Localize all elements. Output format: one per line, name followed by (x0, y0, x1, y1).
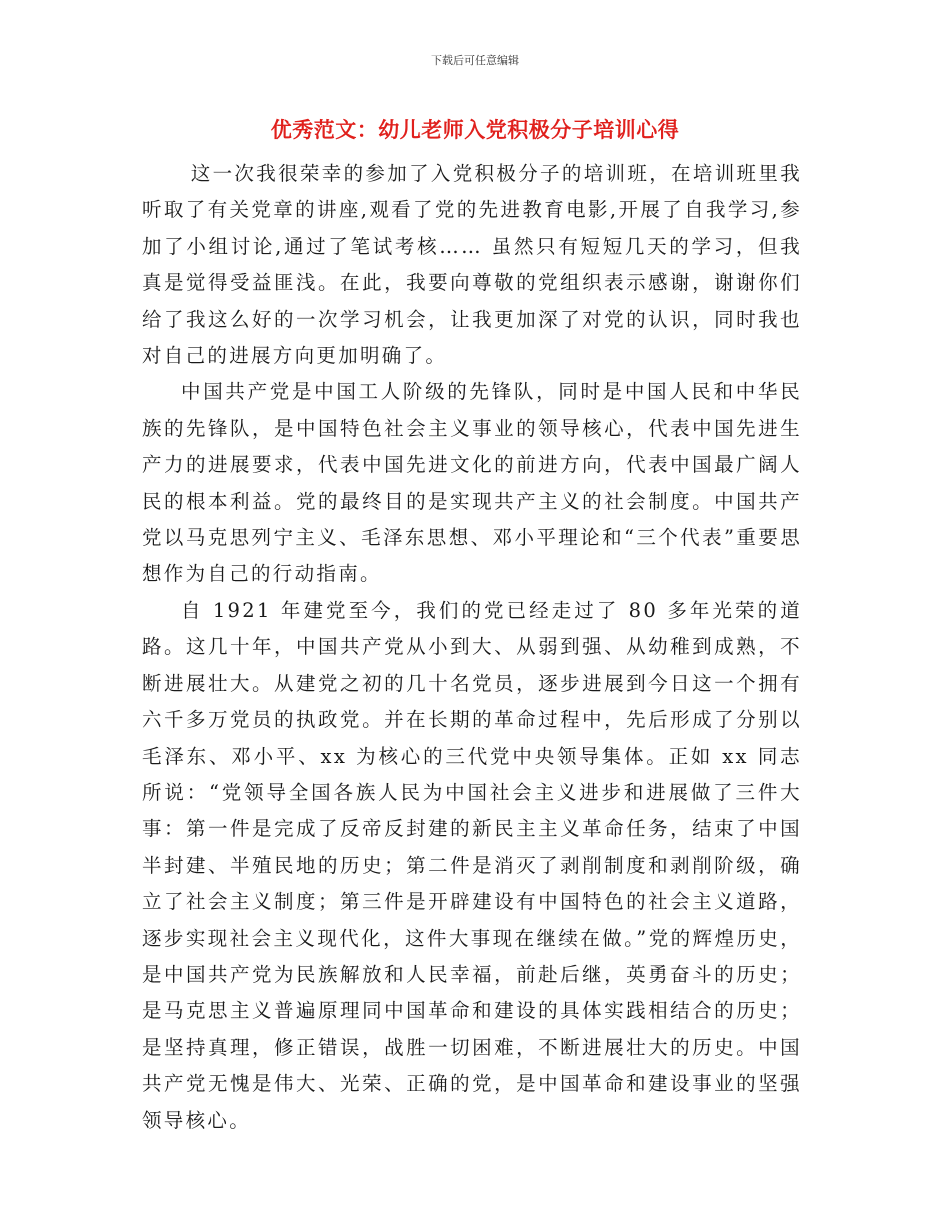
paragraph-1: 这一次我很荣幸的参加了入党积极分子的培训班，在培训班里我听取了有关党章的讲座,观看了党的先进教育电影,开展了自我学习,参加了小组讨论,通过了笔试考核…… 虽然只有短短几天的学习，但我真是觉得受益匪浅。在此，我要向尊敬的党组织表示感谢，谢谢你们给了我这么好的一次学习机会，让我更加深了对党的认识，同时我也对自己的进展方向更加明确了。 (142, 162, 802, 368)
header-note: 下载后可任意编辑 (431, 54, 519, 67)
paragraph-2: 中国共产党是中国工人阶级的先锋队，同时是中国人民和中华民族的先锋队，是中国特色社会主义事业的领导核心，代表中国先进生产力的进展要求，代表中国先进文化的前进方向，代表中国最广阔人民的根本利益。党的最终目的是实现共产主义的社会制度。中国共产党以马克思列宁主义、毛泽东思想、邓小平理论和“三个代表”重要思想作为自己的行动指南。 (142, 380, 802, 586)
document-body (142, 156, 802, 1139)
document-title: 优秀范文：幼儿老师入党积极分子培训心得 (270, 118, 680, 142)
paragraph-3: 自 1921 年建党至今，我们的党已经走过了 80 多年光荣的道路。这几十年，中国共产党从小到大、从弱到强、从幼稚到成熟，不断进展壮大。从建党之初的几十名党员，逐步进展到今日这一个拥有六千多万党员的执政党。并在长期的革命过程中，先后形成了分别以毛泽东、邓小平、xx 为核心的三代党中央领导集体。正如 xx 同志所说：“党领导全国各族人民为中国社会主义进步和进展做了三件大事：第一件是完成了反帝反封建的新民主主义革命任务，结束了中国半封建、半殖民地的历史；第二件是消灭了剥削制度和剥削阶级，确立了社会主义制度；第三件是开辟建设有中国特色的社会主义道路，逐步实现社会主义现代化，这件大事现在继续在做。”党的辉煌历史，是中国共产党为民族解放和人民幸福，前赴后继，英勇奋斗的历史；是马克思主义普遍原理同中国革命和建设的具体实践相结合的历史；是坚持真理，修正错误，战胜一切困难，不断进展壮大的历史。中国共产党无愧是伟大、光荣、正确的党，是中国革命和建设事业的坚强领导核心。 (142, 598, 802, 1132)
